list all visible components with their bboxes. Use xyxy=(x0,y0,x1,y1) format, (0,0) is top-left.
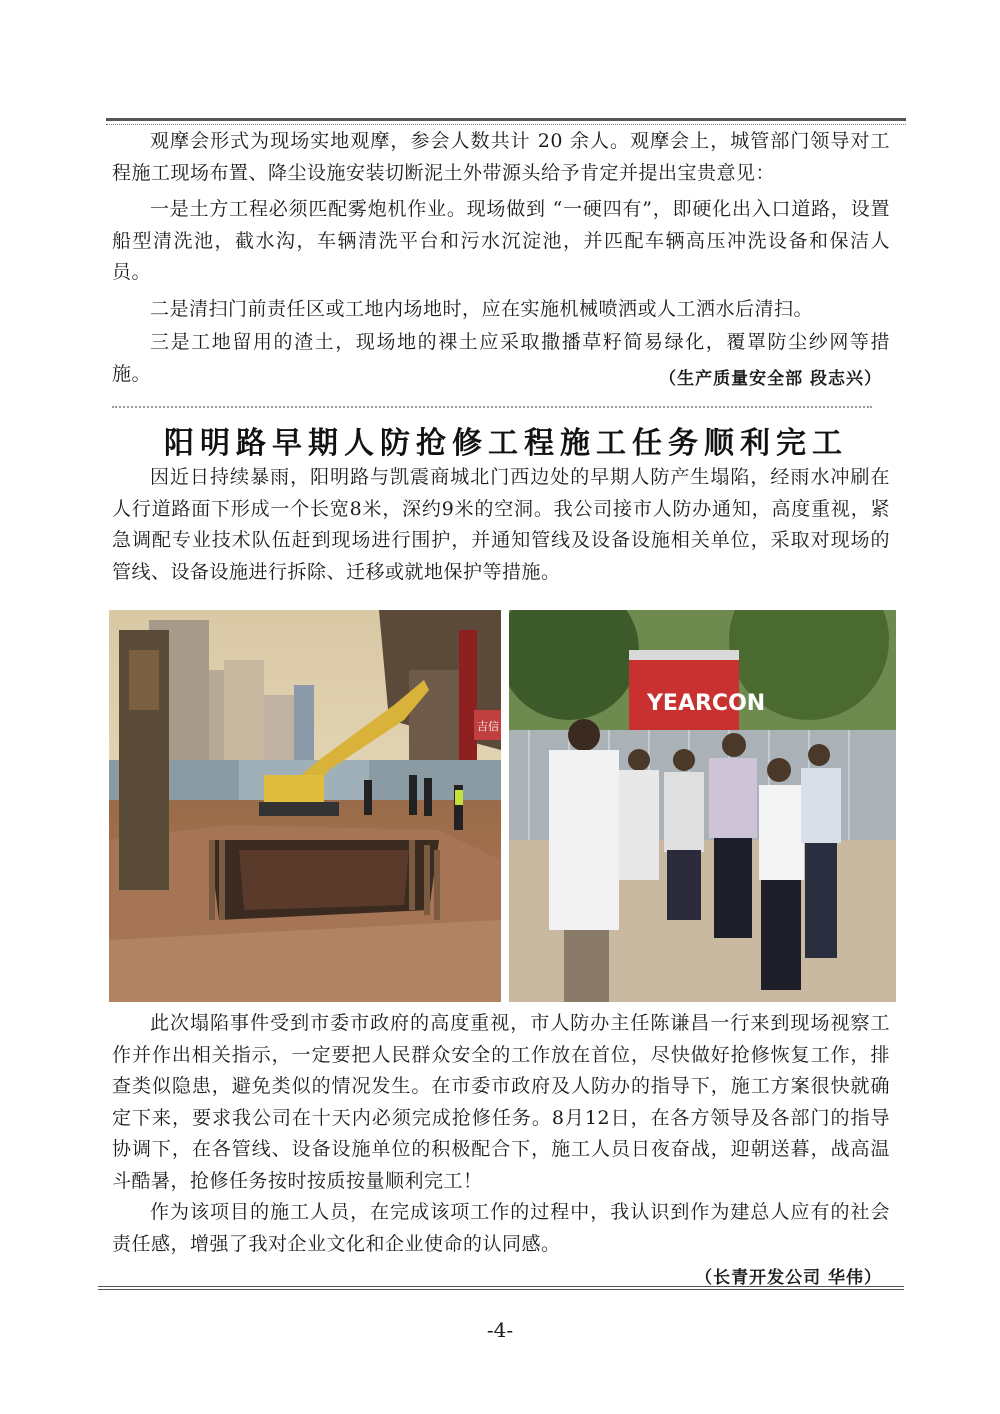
section-divider xyxy=(112,406,872,408)
paragraph: 作为该项目的施工人员，在完成该项工作的过程中，我认识到作为建总人应有的社会责任感，增强了我对企业文化和企业使命的认同感。 xyxy=(112,1201,890,1255)
author-signature: （长青开发公司 华伟） xyxy=(695,1268,882,1288)
excavation-site-photo xyxy=(109,610,501,1002)
paragraph: 此次塌陷事件受到市委市政府的高度重视，市人防办主任陈谦昌一行来到现场视察工作并作出相关指示，一定要把人民群众安全的工作放在首位，尽快做好抢修恢复工作，排查类似隐患，避免类似的情况发生。在市委市政府及人防办的指导下，施工方案很快就确定下来，要求我公司在十天内必须完成抢修任务。8月12日，在各方领导及各部门的指导协调下，在各管线、设备设施单位的积极配合下，施工人员日夜奋战，迎朝送暮，战高温斗酷暑，抢修任务按时按质按量顺利完工！ xyxy=(112,1012,890,1192)
site-inspection-photo xyxy=(509,610,896,1002)
paragraph: 二是清扫门前责任区或工地内场地时，应在实施机械喷洒或人工洒水后清扫。 xyxy=(150,298,814,320)
bottom-divider xyxy=(98,1286,904,1290)
shop-sign: 吉信 xyxy=(477,720,499,733)
article-title: 阳明路早期人防抢修工程施工任务顺利完工 xyxy=(164,426,848,461)
shop-sign: YEARCON xyxy=(647,691,766,716)
paragraph: 观摩会形式为现场实地观摩，参会人数共计 20 余人。观摩会上，城管部门领导对工程施工现场布置、降尘设施安装切断泥土外带源头给予肯定并提出宝贵意见： xyxy=(112,130,890,184)
paragraph: 三是工地留用的渣土，现场地的裸土应采取撒播草籽简易绿化，覆罩防尘纱网等措施。 xyxy=(112,331,890,385)
author-signature: （生产质量安全部 段志兴） xyxy=(659,369,882,389)
paragraph: 一是土方工程必须匹配雾炮机作业。现场做到 “一硬四有”，即硬化出入口道路，设置船型清洗池，截水沟，车辆清洗平台和污水沉淀池，并匹配车辆高压冲洗设备和保洁人员。 xyxy=(112,198,890,283)
page-number: -4- xyxy=(486,1318,514,1342)
top-divider xyxy=(106,118,906,125)
paragraph: 因近日持续暴雨，阳明路与凯震商城北门西边处的早期人防产生塌陷，经雨水冲刷在人行道路面下形成一个长宽8米，深约9米的空洞。我公司接市人防办通知，高度重视，紧急调配专业技术队伍赶到现场进行围护，并通知管线及设备设施相关单位，采取对现场的管线、设备设施进行拆除、迁移或就地保护等措施。 xyxy=(112,466,890,583)
